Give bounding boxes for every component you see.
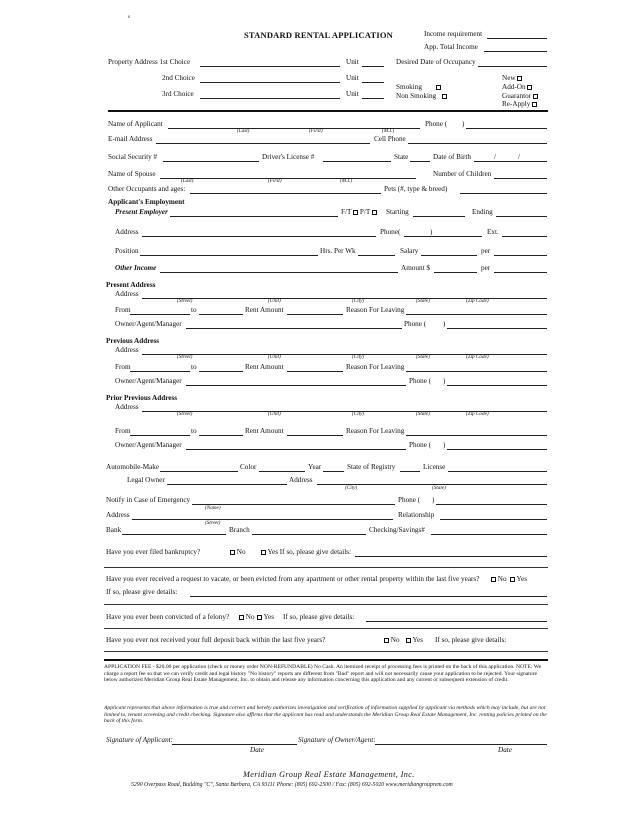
number-children-field[interactable] <box>494 178 547 179</box>
company-address: 5290 Overpass Road, Building "C", Santa Barbara, CA 93111 Phone: (805) 692-2500 / Fax: (805) 692-5020 www.meridiangrouprem.com <box>131 782 453 788</box>
ending-label: Ending <box>472 208 493 216</box>
company-name: Meridian Group Real Estate Management, Inc. <box>243 770 415 779</box>
prior-owner-label: Owner/Agent/Manager <box>115 441 182 449</box>
unit-label-3: Unit <box>346 90 359 98</box>
deposit-details-label: If so, please give details: <box>435 636 507 644</box>
spouse-first-caption: (First) <box>268 178 282 184</box>
previous-to-field[interactable] <box>199 371 243 372</box>
signature-owner-label: Signature of Owner/Agent: <box>298 736 376 744</box>
prior-rent-field[interactable] <box>287 435 343 436</box>
deposit-yes-option[interactable]: Yes <box>406 637 423 644</box>
applicant-date-label: Date <box>250 746 264 754</box>
prior-from-label: From <box>115 427 131 435</box>
previous-city-caption: (City) <box>352 354 365 360</box>
pets-label: Pets (#, type & breed) <box>384 185 448 193</box>
prior-zip-caption: (Zip Code) <box>466 411 489 417</box>
prior-to-field[interactable] <box>199 435 243 436</box>
legal-owner-label: Legal Owner <box>127 476 165 484</box>
spouse-mi-caption: (M.I.) <box>340 178 353 184</box>
property-choice-3-field[interactable] <box>200 98 340 99</box>
checking-label: Checking/Savings# <box>369 526 425 534</box>
property-choice-2-field[interactable] <box>200 82 340 83</box>
signature-applicant-field[interactable] <box>172 744 297 745</box>
owner-state-caption: (State) <box>432 485 446 491</box>
form-title: STANDARD RENTAL APPLICATION <box>244 30 393 40</box>
prior-phone-close: ) <box>443 441 446 449</box>
owner-city-caption: (City) <box>345 485 358 491</box>
state-field[interactable] <box>410 161 430 162</box>
eviction-yes-option[interactable]: Yes <box>510 576 527 583</box>
unit-field-1[interactable] <box>362 66 384 67</box>
spouse-last-caption: (Last) <box>181 178 194 184</box>
previous-address-label: Address <box>115 346 139 354</box>
branch-field[interactable] <box>252 534 366 535</box>
prior-from-field[interactable] <box>130 435 190 436</box>
relationship-field[interactable] <box>440 519 547 520</box>
present-state-caption: (State) <box>416 298 430 304</box>
ft-checkbox[interactable] <box>353 210 358 215</box>
auto-make-field[interactable] <box>160 471 238 472</box>
salary-per-field[interactable] <box>494 255 547 256</box>
cell-phone-field[interactable] <box>408 143 547 144</box>
deposit-question: Have you ever not received your full deposit back within the last five years? <box>106 636 326 644</box>
fine-print-divider <box>104 659 548 661</box>
previous-from-label: From <box>115 363 131 371</box>
unit-label-1: Unit <box>346 58 359 66</box>
choice-2-label: 2nd Choice <box>162 74 195 82</box>
checking-field[interactable] <box>431 534 547 535</box>
other-income-field[interactable] <box>160 272 398 273</box>
application-fee-text: APPLICATION FEE - $20.00 per application (check or money order NON-REFUNDABLE) No Cash. An itemized receipt of processing fees is printed on the back of this application. NOTE: We charge a report fee so that we can verify credit and legal history "No history" reports are different from "Bad" report and will not necessarily cause your application to be rejected. Your signature below authorized Meridian Group Real Estate Management, Inc. to obtain and release any information concerning this application and any current or subsequent extension of credit. <box>104 664 542 684</box>
pets-field[interactable] <box>460 193 547 194</box>
felony-details-line[interactable] <box>104 628 548 629</box>
emergency-label: Notify in Case of Emergency <box>106 496 191 504</box>
deposit-details-line[interactable] <box>104 651 548 652</box>
hrs-label: Hrs. Per Wk <box>320 247 356 255</box>
desired-date-label: Desired Date of Occupancy <box>396 58 476 66</box>
previous-from-field[interactable] <box>130 371 190 372</box>
prior-phone-label: Phone ( <box>409 441 432 449</box>
previous-owner-label: Owner/Agent/Manager <box>115 377 182 385</box>
re-apply-option[interactable]: Re-Apply <box>502 101 537 108</box>
dob-field[interactable] <box>474 161 547 162</box>
applicant-name-label: Name of Applicant <box>108 120 163 128</box>
income-requirement-label: Income requirement <box>424 30 483 38</box>
felony-no-checkbox[interactable] <box>239 615 244 620</box>
ssn-field[interactable] <box>163 161 259 162</box>
bank-field[interactable] <box>122 534 226 535</box>
pt-checkbox[interactable] <box>372 210 377 215</box>
other-occupants-field[interactable] <box>190 193 381 194</box>
legal-owner-field[interactable] <box>167 484 287 485</box>
cell-phone-label: Cell Phone <box>374 135 406 143</box>
income-requirement-field[interactable] <box>487 38 547 39</box>
salary-per-label: per <box>481 247 491 255</box>
eviction-no-checkbox[interactable] <box>491 577 496 582</box>
position-label: Position <box>115 247 139 255</box>
present-city-caption: (City) <box>352 298 365 304</box>
year-field[interactable] <box>323 471 344 472</box>
drivers-license-label: Driver's License # <box>262 153 315 161</box>
felony-details-field[interactable] <box>366 621 547 622</box>
bankruptcy-question: Have you ever filed bankruptcy? <box>106 548 201 556</box>
bankruptcy-yes-checkbox[interactable] <box>261 550 266 555</box>
prior-reason-field[interactable] <box>406 435 547 436</box>
employment-heading: Applicant's Employment <box>108 198 185 206</box>
amount-label: Amount $ <box>401 264 430 272</box>
employment-type-options[interactable]: F/T P/T <box>341 209 377 216</box>
hrs-field[interactable] <box>358 255 395 256</box>
emergency-phone-label: Phone ( <box>398 496 421 504</box>
present-address-heading: Present Address <box>106 281 156 289</box>
header-divider <box>108 110 548 112</box>
add-on-checkbox[interactable] <box>527 85 532 90</box>
emergency-phone-field[interactable] <box>436 504 547 505</box>
color-field[interactable] <box>259 471 305 472</box>
present-phone-close: ) <box>443 320 446 328</box>
signature-owner-field[interactable] <box>375 744 547 745</box>
prior-unit-caption: (Unit) <box>268 411 281 417</box>
color-label: Color <box>240 463 257 471</box>
present-address-label: Address <box>115 290 139 298</box>
applicant-phone-label: Phone ( <box>425 120 448 128</box>
first-caption: (First) <box>309 128 323 134</box>
previous-phone-close: ) <box>443 377 446 385</box>
amount-per-field[interactable] <box>494 272 547 273</box>
emergency-address-label: Address <box>106 511 130 519</box>
other-occupants-label: Other Occupants and ages: <box>108 185 186 193</box>
felony-yes-checkbox[interactable] <box>257 615 262 620</box>
present-to-label: to <box>191 306 197 314</box>
dob-slash-2: / <box>518 153 520 161</box>
owner-date-label: Date <box>498 746 512 754</box>
re-apply-checkbox[interactable] <box>532 102 537 107</box>
bankruptcy-yes-option[interactable]: Yes If so, please give details: <box>261 549 351 556</box>
prior-state-caption: (State) <box>416 411 430 417</box>
unit-label-2: Unit <box>346 74 359 82</box>
previous-to-label: to <box>191 363 197 371</box>
spouse-field[interactable] <box>160 178 416 179</box>
non-smoking-option[interactable]: Non Smoking <box>396 93 447 100</box>
previous-rent-field[interactable] <box>287 371 343 372</box>
emergency-name-caption: (Name) <box>205 505 221 511</box>
number-children-label: Number of Children <box>433 170 492 178</box>
amount-per-label: per <box>481 264 491 272</box>
applicant-phone-close: ) <box>462 120 465 128</box>
previous-reason-label: Reason For Leaving <box>346 363 405 371</box>
non-smoking-checkbox[interactable] <box>442 94 447 99</box>
applicant-phone-field[interactable] <box>466 128 547 129</box>
add-on-option[interactable]: Add-On <box>502 84 532 91</box>
app-total-income-field[interactable] <box>484 51 547 52</box>
deposit-no-option[interactable]: No <box>384 637 400 644</box>
felony-question: Have you ever been convicted of a felony? <box>106 613 230 621</box>
unit-field-2[interactable] <box>362 82 384 83</box>
year-label: Year <box>308 463 322 471</box>
previous-unit-caption: (Unit) <box>268 354 281 360</box>
prior-phone-field[interactable] <box>447 449 547 450</box>
email-field[interactable] <box>156 143 370 144</box>
previous-street-caption: (Street) <box>177 354 193 360</box>
present-employer-label: Present Employer <box>115 208 168 216</box>
present-phone-field[interactable] <box>447 328 547 329</box>
ssn-label: Social Security # <box>108 153 158 161</box>
license-field[interactable] <box>448 471 547 472</box>
guarantor-option[interactable]: Guarantor <box>502 93 538 100</box>
state-registry-label: State of Registry <box>347 463 396 471</box>
property-address-label: Property Address 1st Choice <box>108 58 191 66</box>
state-label: State <box>394 153 409 161</box>
bankruptcy-details-field[interactable] <box>355 556 547 557</box>
drivers-license-field[interactable] <box>323 161 391 162</box>
eviction-details-field[interactable] <box>190 596 547 597</box>
last-caption: (Last) <box>237 128 250 134</box>
prior-city-caption: (City) <box>352 411 365 417</box>
emergency-name-field[interactable] <box>192 504 395 505</box>
applicant-representation-text: Applicant represents that above information is true and correct and hereby authorizes investigation and verification of information supplied by applicant via methods which may include, but are not limited to, tenant screening and credit checking. Signature also affirms that the applicant has read and understands the Meridian Group Real Estate Management, Inc. renting policies printed on the back of this form. <box>104 705 547 725</box>
spouse-label: Name of Spouse <box>108 170 156 178</box>
bankruptcy-details-line[interactable] <box>104 567 548 568</box>
guarantor-checkbox[interactable] <box>533 94 538 99</box>
previous-phone-label: Phone ( <box>409 377 432 385</box>
deposit-yes-checkbox[interactable] <box>406 638 411 643</box>
present-from-field[interactable] <box>130 314 190 315</box>
present-owner-field[interactable] <box>186 328 402 329</box>
branch-label: Branch <box>229 526 250 534</box>
eviction-yes-checkbox[interactable] <box>510 577 515 582</box>
previous-owner-field[interactable] <box>186 385 406 386</box>
prior-street-caption: (Street) <box>177 411 193 417</box>
present-from-label: From <box>115 306 131 314</box>
amount-field[interactable] <box>434 272 477 273</box>
smoking-option[interactable]: Smoking <box>396 84 441 91</box>
ending-field[interactable] <box>496 216 547 217</box>
eviction-details-line[interactable] <box>104 604 548 605</box>
present-employer-field[interactable] <box>170 216 338 217</box>
mi-caption: (M.I.) <box>382 128 395 134</box>
previous-zip-caption: (Zip Code) <box>466 354 489 360</box>
signature-applicant-label: Signature of Applicant: <box>106 736 174 744</box>
corner-mark: s <box>128 15 130 20</box>
property-choice-1-field[interactable] <box>200 66 340 67</box>
new-option[interactable]: New <box>502 75 522 82</box>
present-zip-caption: (Zip Code) <box>466 298 489 304</box>
smoking-checkbox[interactable] <box>436 85 441 90</box>
other-income-label: Other Income <box>115 264 157 272</box>
previous-address-heading: Previous Address <box>106 337 160 345</box>
present-unit-caption: (Unit) <box>268 298 281 304</box>
salary-label: Salary <box>400 247 419 255</box>
prior-owner-field[interactable] <box>186 449 406 450</box>
bankruptcy-no-checkbox[interactable] <box>230 550 235 555</box>
prior-address-heading: Prior Previous Address <box>106 394 178 402</box>
present-street-caption: (Street) <box>177 298 193 304</box>
felony-details-label: If so, please give details: <box>283 613 355 621</box>
previous-phone-field[interactable] <box>447 385 547 386</box>
present-rent-field[interactable] <box>287 314 343 315</box>
salary-field[interactable] <box>421 255 477 256</box>
prior-rent-label: Rent Amount <box>245 427 284 435</box>
state-registry-field[interactable] <box>400 471 420 472</box>
bankruptcy-no-option[interactable]: No <box>230 549 246 556</box>
emergency-phone-close: ) <box>432 496 435 504</box>
prior-reason-label: Reason For Leaving <box>346 427 405 435</box>
previous-state-caption: (State) <box>416 354 430 360</box>
dob-slash-1: / <box>494 153 496 161</box>
deposit-no-checkbox[interactable] <box>384 638 389 643</box>
present-reason-label: Reason For Leaving <box>346 306 405 314</box>
unit-field-3[interactable] <box>362 98 384 99</box>
email-label: E-mail Address <box>108 135 153 143</box>
auto-make-label: Automobile-Make <box>106 463 160 471</box>
previous-reason-field[interactable] <box>406 371 547 372</box>
ext-field[interactable] <box>502 236 547 237</box>
present-rent-label: Rent Amount <box>245 306 284 314</box>
license-label: License <box>423 463 446 471</box>
emergency-street-caption: (Street) <box>205 520 221 526</box>
employer-phone-label: Phone( <box>380 228 401 236</box>
ext-label: Ext. <box>487 228 499 236</box>
present-to-field[interactable] <box>199 314 243 315</box>
prior-to-label: to <box>191 427 197 435</box>
relationship-label: Relationship <box>398 511 435 519</box>
owner-address-label: Address <box>289 476 313 484</box>
felony-no-option[interactable]: No <box>239 614 255 621</box>
bank-label: Bank <box>106 526 122 534</box>
eviction-no-option[interactable]: No <box>491 576 507 583</box>
present-owner-label: Owner/Agent/Manager <box>115 320 182 328</box>
present-phone-label: Phone ( <box>404 320 427 328</box>
felony-yes-option[interactable]: Yes <box>257 614 274 621</box>
employer-phone-field[interactable] <box>404 236 482 237</box>
starting-field[interactable] <box>413 216 465 217</box>
employer-phone-close: ) <box>430 228 433 236</box>
desired-date-field[interactable] <box>478 66 547 67</box>
emergency-address-field[interactable] <box>132 519 393 520</box>
prior-address-label: Address <box>115 403 139 411</box>
starting-label: Starting <box>386 208 409 216</box>
employer-address-field[interactable] <box>142 236 376 237</box>
choice-3-label: 3rd Choice <box>162 90 194 98</box>
eviction-if-so-label: If so, please give details: <box>106 588 178 596</box>
position-field[interactable] <box>140 255 318 256</box>
eviction-question: Have you ever received a request to vacate, or been evicted from any apartment or other rental property within the last five years? <box>106 575 480 583</box>
present-reason-field[interactable] <box>406 314 547 315</box>
previous-rent-label: Rent Amount <box>245 363 284 371</box>
app-total-income-label: App. Total Income <box>424 43 478 51</box>
new-checkbox[interactable] <box>517 76 522 81</box>
dob-label: Date of Birth <box>433 153 471 161</box>
employer-address-label: Address <box>115 228 139 236</box>
